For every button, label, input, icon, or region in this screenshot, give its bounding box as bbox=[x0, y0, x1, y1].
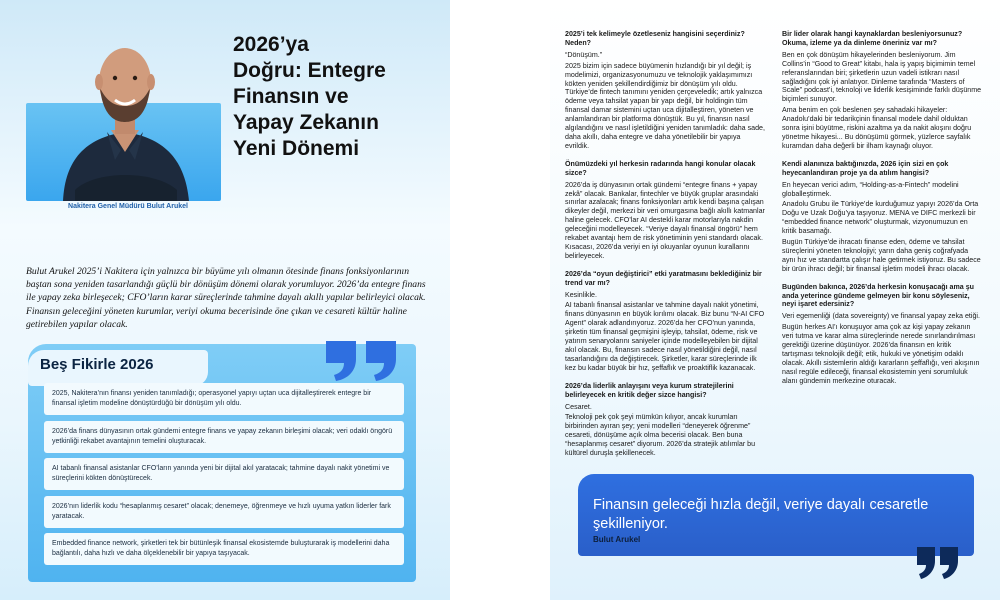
idea-item-5: Embedded finance network, şirketleri tek bir bütünleşik finansal ekosistemde buluşturarak iş modellerini daha bağlantılı, daha hızlı ve daha ölçeklenebilir bir yapıya taşıyacak. bbox=[44, 533, 404, 565]
interview-question: Bugünden bakınca, 2026’da herkesin konuşacağı ama şu anda yeterince gündeme gelmeyen bir konu söyleseniz, neyi işaret edersiniz? bbox=[782, 282, 974, 309]
answer-paragraph: AI tabanlı finansal asistanlar ve tahmine dayalı nakit yönetimi, finans dünyasının en büyük kırılımı olacak. Biz bunu “N-AI CFO Agent” olarak adlandırıyoruz. 2026’da her CFO’nun yanında, şirketin tüm finansal geçmişini işleyip, tahsilat, ödeme, risk ve yatırım senaryolarını saniyeler içinde modelleyebilen bir dijital akıl olacak. Bu, finansın sadece nasıl yönetildiğini değil, nasıl tasarlandığını da değiştirecek. Şirketler, karar süreçlerinde ilk kez bu kadar büyük bir hız, şeffaflık ve proaktiflik kazanacak. bbox=[565, 301, 765, 372]
article-headline bbox=[233, 32, 433, 162]
answer-paragraph: 2026’da iş dünyasının ortak gündemi “entegre finans + yapay zekâ” olacak. Bankalar, fintechler ve büyük gruplar arasındaki sınırlar azalacak; finans fonksiyonları artık kendi başına çalışan dikeyler değil, merkezi bir veri omurgasına bağlı akıllı katmanlar haline gelecek. CFO’lar AI destekli karar motorlarıyla nakdin geleceğini modelleyecek. “Veriye dayalı finansal öngörü” hem rekabet avantajı hem de risk yönetiminin yeni standardı olacak. Kısacası, 2026’da veriyi en iyi okuyanlar oyunun kurallarını belirleyecek. bbox=[565, 180, 765, 260]
answer-paragraph: Cesaret. bbox=[565, 402, 592, 411]
interview-answer bbox=[565, 181, 765, 261]
answer-paragraph: En heyecan verici adım, “Holding-as-a-Fintech” modelini globalleştirmek. bbox=[782, 180, 959, 198]
interview-question: Bir lider olarak hangi kaynaklardan besleniyorsunuz? Okuma, izleme ya da dinleme öneriniz var mı? bbox=[782, 30, 963, 47]
interview-column-left bbox=[565, 30, 765, 467]
intro-paragraph: Bulut Arukel 2025’i Nakitera için yalnızca bir büyüme yılı olmanın ötesinde finans fonksiyonlarının baştan sona yeniden tasarlandığı güçlü bir dönüşüm dönemi olarak yorumluyor. 2026’da entegre finans ile yapay zeka birleşecek; CFO’ların karar süreçlerinde tahmine dayalı akıllı yapılar belirleyici olacak. Finansın geleceğini yöneten kurumlar, veriyi okuma becerisinde öne çıkan ve cesareti kültür haline getirebilen yapılar olacak. bbox=[26, 266, 426, 330]
pull-quote-text: Finansın geleceği hızla değil, veriye dayalı cesaretle şekilleniyor. bbox=[593, 497, 929, 532]
interview-question: 2026’da “oyun değiştirici” etki yaratmasını beklediğiniz bir trend var mı? bbox=[565, 269, 762, 287]
answer-paragraph: 2025 bizim için sadece büyümenin hızlandığı bir yıl değil; iş modelimizi, organizasyonumuzu ve teknolojik yaklaşımımızı kökten yeniden şekillendirdiğimiz bir dönüşüm yılı oldu. Türkiye’de fintech tanımını yeniden çerçeveledik; artık yalnızca ödeme veya tahsilat yapan bir yapı değil, bir holdingin tüm finansal damar sistemini uçtan uca dijitalleştiren, yöneten ve anlamlandıran bir platforma dönüştük. Bu yıl, finansın nasıl algılandığını ve nasıl işletildiğini yeniden tanımladık: daha sade, daha akıllı, daha entegre ve daha yönetilebilir bir yapıya evrildik. bbox=[565, 61, 765, 150]
interview-answer bbox=[782, 181, 982, 274]
quote-mark-icon bbox=[322, 337, 404, 381]
pull-quote-author: Bulut Arukel bbox=[593, 535, 641, 544]
headline-line: Yapay Zekanın bbox=[233, 111, 379, 134]
interview-answer bbox=[565, 291, 765, 373]
idea-item-3: AI tabanlı finansal asistanlar CFO’ların yanında yeni bir dijital akıl yaratacak; tahmine dayalı nakit yönetimi ve süreçlerini kökten dönüştürecek. bbox=[44, 458, 404, 490]
answer-paragraph: Anadolu Grubu ile Türkiye’de kurduğumuz yapıyı 2026’da Orta Doğu ve Uzak Doğu’ya taşıyoruz. MENA ve DIFC merkezli bir “embedded finance network” oluşturmak, vizyonumuzun en kritik basamağı. bbox=[782, 200, 979, 236]
portrait-photo bbox=[55, 20, 195, 201]
interview-question: Önümüzdeki yıl herkesin radarında hangi konular olacak sizce? bbox=[565, 159, 756, 177]
interview-question: Kendi alanınıza baktığınızda, 2026 için sizi en çok heyecanlandıran proje ya da atılım hangisi? bbox=[782, 159, 949, 177]
headline-line: 2026’ya bbox=[233, 33, 309, 56]
idea-item-4: 2026’nın liderlik kodu “hesaplanmış cesaret” olacak; denemeye, öğrenmeye ve hızlı uyuma yatkın liderler fark yaratacak. bbox=[44, 496, 404, 528]
headline-line: Yeni Dönemi bbox=[233, 137, 360, 160]
answer-paragraph: Veri egemenliği (data sovereignty) ve finansal yapay zeka etiği. bbox=[782, 312, 980, 321]
headline-line: Doğru: Entegre bbox=[233, 59, 386, 82]
interview-question: 2025’i tek kelimeyle özetleseniz hangisini seçerdiniz? Neden? bbox=[565, 30, 745, 47]
quote-mark-icon bbox=[915, 545, 961, 581]
interview-answer bbox=[565, 403, 765, 458]
answer-paragraph: Teknoloji pek çok şeyi mümkün kılıyor, ancak kurumları birbirinden ayıran şey; yeni modelleri “deneyerek öğrenme” cesareti, dönüşüme açık olma becerisi olacak. Ben buna “hesaplanmış cesaret” diyorum. 2026’da stratejik atılımlar bu kültürel duruşla şekillenecek. bbox=[565, 413, 756, 458]
answer-paragraph: Kesinlikle. bbox=[565, 290, 597, 299]
portrait-caption: Nakitera Genel Müdürü Bulut Arukel bbox=[68, 203, 188, 210]
interview-answer bbox=[782, 312, 982, 385]
answer-paragraph: “Dönüşüm.” bbox=[565, 50, 603, 59]
interview-answer bbox=[565, 51, 765, 151]
ideas-title: Beş Fikirle 2026 bbox=[40, 356, 154, 373]
headline-line: Finansın ve bbox=[233, 85, 349, 108]
interview-column-right bbox=[782, 30, 982, 395]
answer-paragraph: Ama benim en çok beslenen şey sahadaki hikayeler: Anadolu’daki bir tedarikçinin finansal modele dahil olduktan sonra işini büyütme, riskini azaltma ya da nakit akışını doğru yönetme hikayesi... Bu dönüşümü görmek, yüzlerce sayfalık kuramdan daha değerli bir ilham kaynağı oluyor. bbox=[782, 106, 972, 150]
idea-item-1: 2025, Nakitera’nın finansı yeniden tanımladığı; operasyonel yapıyı uçtan uca dijitalleştirerek entegre bir finansal işletim modeline dönüştürdüğü bir dönüşüm yılı oldu. bbox=[44, 383, 404, 415]
idea-item-2: 2026’da finans dünyasının ortak gündemi entegre finans ve yapay zekanın birleşimi olacak; veri odaklı öngörü yetkinliği rekabet avantajının temelini oluşturacak. bbox=[44, 421, 404, 453]
interview-question: 2026’da liderlik anlayışını veya kurum stratejilerini belirleyecek en kritik değer sizce hangisi? bbox=[565, 381, 734, 399]
person-illustration bbox=[55, 20, 195, 201]
answer-paragraph: Bugün herkes AI’ı konuşuyor ama çok az kişi yapay zekanın veri tutma ve karar alma süreçlerinde nerede sınırlandırılması gerektiği üzerine düşünüyor. 2026’da finansın en kritik tartışması teknolojik değil; etik, hukuki ve yönetişim odaklı olacak. Akıllı sistemlerin aldığı kararların şeffaflığı, veri akışının nasıl regüle edileceği, finansal ekosistemin yeni sorumluluk alanı gündemin merkezine oturacak. bbox=[782, 323, 980, 385]
interview-answer bbox=[782, 51, 982, 151]
answer-paragraph: Bugün Türkiye’de ihracatı finanse eden, ödeme ve tahsilat süreçlerini yöneten teknolojiyi; yarın daha geniş coğrafyada aynı hız ve standartta çalışır hale getirmek istiyoruz. Bu sadece bir ürün ihracı değil; bir finansal işletim modeli ihracı olacak. bbox=[782, 238, 981, 273]
answer-paragraph: Ben en çok dönüşüm hikayelerinden besleniyorum. Jim Collins’in “Good to Great” kitabı, hala iş yapış biçimimin temel referanslarından biri; şirketlerin uzun vadeli istikrarı nasıl sağladığını çok iyi anlatıyor. Dinleme tarafında “Masters of Scale” podcast’i, teknoloji ve liderlik kesişiminde farklı düşünme biçimleri sunuyor. bbox=[782, 50, 982, 104]
